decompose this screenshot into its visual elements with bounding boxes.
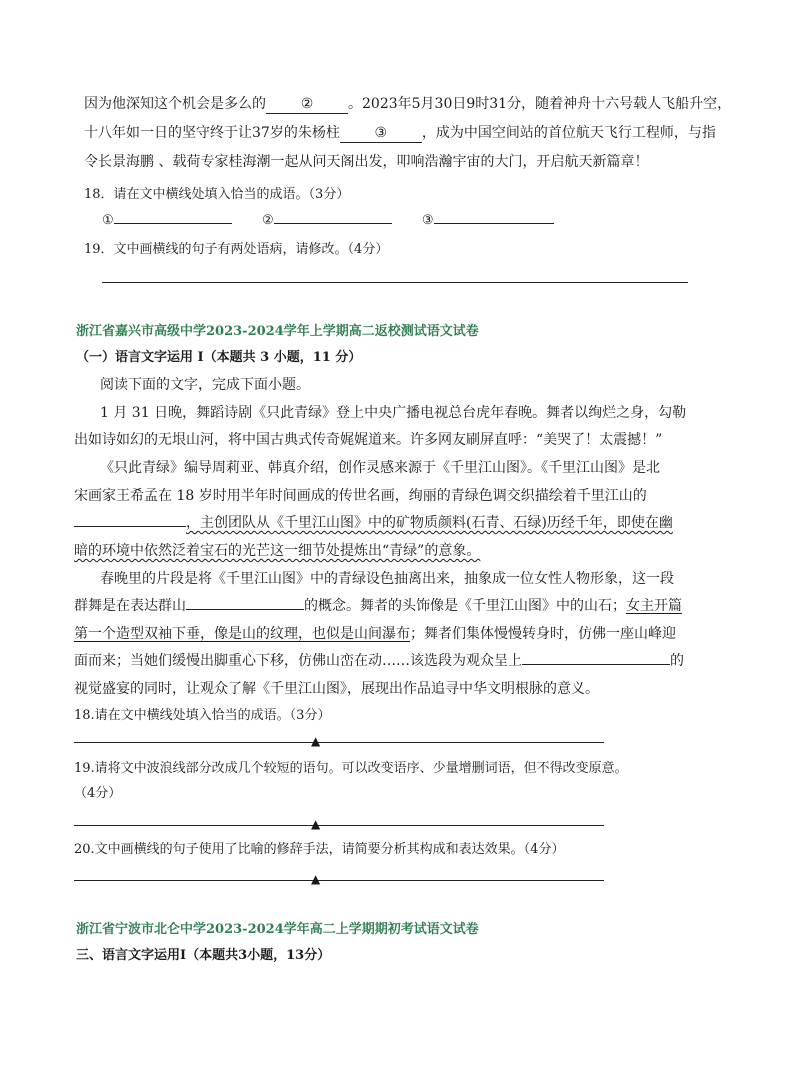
wavy-sentence: ，主创团队从《千里江山图》中的矿物质颜料(石青、石绿)历经千年，即使在幽 (186, 515, 673, 531)
text: 十八年如一日的坚守终于让37岁的朱杨柱 (84, 125, 340, 141)
answer-blank-3[interactable] (434, 223, 554, 224)
underlined-sentence: 第一个造型双袖下垂，像是山的纹理，也似是山间瀑布 (74, 626, 410, 642)
paragraph-line: 1 月 31 日晚，舞蹈诗剧《只此青绿》登上中央广播电视总台虎年春晚。舞者以绚烂之身，勾勒 (100, 405, 687, 421)
text: 。2023年5月30日9时31分，随着神舟十六号载人飞船升空， (348, 96, 732, 112)
triangle-marker: ▲ (311, 872, 321, 886)
paragraph-line (74, 651, 684, 671)
blank-label-3: ③ (421, 213, 434, 228)
question-20: 20.文中画横线的句子使用了比喻的修辞手法，请简要分析其构成和表达效果。（4分） (74, 842, 565, 857)
paragraph-line (84, 94, 731, 114)
idiom-blank-1[interactable] (74, 526, 186, 527)
underlined-sentence: 女主开篇 (626, 598, 682, 614)
question-19: 19.请将文中波浪线部分改成几个较短的语句。可以改变语序、少量增删词语，但不得改变原意。 (74, 761, 628, 776)
question-18: 18．请在文中横线处填入恰当的成语。（3分） (84, 187, 350, 202)
paragraph-line (74, 541, 480, 561)
question-19-points: （4分） (74, 786, 122, 801)
paragraph-line: 《只此青绿》编导周莉亚、韩真介绍，创作灵感来源于《千里江山图》。《千里江山图》是北 (100, 460, 660, 476)
blank-label-1: ① (102, 213, 114, 228)
instruction: 阅读下面的文字，完成下面小题。 (100, 377, 310, 393)
blank-3[interactable]: ③ (340, 124, 422, 143)
answer-blank-2[interactable] (274, 223, 392, 224)
answer-line[interactable] (74, 742, 604, 743)
paragraph-line: 出如诗如幻的无垠山河，将中国古典式传奇娓娓道来。许多网友刷屏直呼：“美哭了！太震撼！” (74, 432, 663, 448)
blank-label-2: ② (261, 213, 274, 228)
text: 面而来；当她们缓慢出脚重心下移，仿佛山峦在动……该选段为观众呈上 (74, 653, 522, 669)
paragraph-line (74, 513, 673, 533)
answer-line[interactable] (102, 282, 688, 283)
paragraph-line (74, 624, 676, 644)
triangle-marker: ▲ (311, 817, 321, 831)
triangle-marker: ▲ (311, 734, 321, 748)
blank-2[interactable]: ② (266, 95, 348, 114)
answer-line[interactable] (74, 825, 604, 826)
question-19: 19．文中画横线的句子有两处语病，请修改。（4分） (84, 242, 389, 257)
idiom-blank-3[interactable] (522, 664, 670, 665)
text: ，成为中国空间站的首位航天飞行工程师，与指 (421, 125, 716, 141)
paragraph-line: 春晚里的片段是将《千里江山图》中的青绿设色抽离出来，抽象成一位女性人物形象，这一段 (100, 571, 674, 587)
q18-answer-blanks (102, 211, 554, 231)
paragraph-line (74, 596, 682, 616)
section-heading: （一）语言文字运用 I（本题共 3 小题，11 分） (76, 350, 362, 365)
paragraph-line: 宋画家王希孟在 18 岁时用半年时间画成的传世名画，绚丽的青绿色调交织描绘着千里江山的 (74, 488, 647, 504)
paragraph-line (84, 123, 716, 143)
text: 的概念。舞者的头饰像是《千里江山图》中的山石； (304, 598, 626, 614)
text: ；舞者们集体慢慢转身时，仿佛一座山峰迎 (410, 626, 676, 642)
paragraph-line: 视觉盛宴的同时，让观众了解《千里江山图》，展现出作品追寻中华文明根脉的意义。 (74, 681, 599, 697)
text: 的 (670, 653, 684, 669)
answer-line[interactable] (74, 880, 604, 881)
paragraph-line: 令长景海鹏 、载荷专家桂海潮一起从问天阁出发，叩响浩瀚宇宙的大门，开启航天新篇章！ (84, 154, 649, 170)
text: 因为他深知这个机会是多么的 (84, 96, 266, 112)
section-heading: 三、语言文字运用Ⅰ（本题共3小题，13分） (76, 948, 331, 963)
answer-blank-1[interactable] (114, 223, 232, 224)
exam-title: 浙江省宁波市北仑中学2023-2024学年高二上学期期初考试语文试卷 (76, 922, 479, 937)
exam-title: 浙江省嘉兴市高级中学2023-2024学年上学期高二返校测试语文试卷 (76, 324, 479, 339)
text: 群舞是在表达群山 (74, 598, 186, 614)
question-18: 18.请在文中横线处填入恰当的成语。（3分） (74, 708, 331, 723)
idiom-blank-2[interactable] (186, 609, 304, 610)
wavy-sentence: 暗的环境中依然泛着宝石的光芒这一细节处提炼出“青绿”的意象。 (74, 543, 481, 559)
